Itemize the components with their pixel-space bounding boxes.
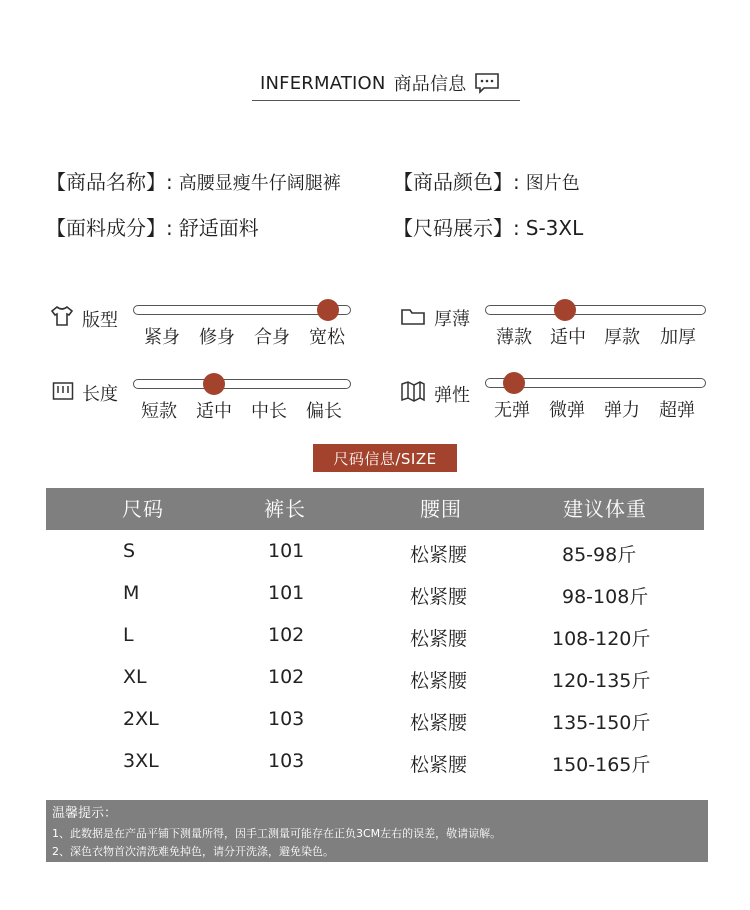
slider-thickness-track (485, 305, 706, 315)
notes-line-2: 2、深色衣物首次清洗难免掉色，请分开洗涤，避免染色。 (52, 845, 334, 858)
slider-elasticity-label: 弹性 (400, 380, 470, 407)
slider-elasticity-options: 无弹 微弹 弹力 超弹 (494, 400, 695, 421)
title-en: INFERMATION (260, 72, 386, 94)
table-row: M 101 松紧腰 98-108斤 (123, 582, 649, 608)
table-row: XL 102 松紧腰 120-135斤 (123, 666, 651, 692)
info-fabric: 【面料成分】: 舒适面料 (46, 216, 259, 240)
slider-length-track (133, 379, 351, 389)
shirt-icon (50, 305, 74, 332)
slider-length-options: 短款 适中 中长 偏长 (141, 401, 342, 422)
info-size-range: 【尺码展示】: S-3XL (393, 216, 584, 240)
table-row: 2XL 103 松紧腰 135-150斤 (123, 708, 651, 734)
slider-length-knob (203, 373, 225, 395)
table-row: L 102 松紧腰 108-120斤 (123, 624, 651, 650)
info-name: 【商品名称】: 高腰显瘦牛仔阔腿裤 (46, 170, 341, 194)
header-weight: 建议体重 (563, 497, 647, 521)
page-title (260, 70, 500, 96)
header-waist: 腰围 (420, 497, 462, 521)
slider-length-label: 长度 (52, 380, 118, 406)
slider-thickness-label: 厚薄 (400, 305, 470, 331)
table-row: 3XL 103 松紧腰 150-165斤 (123, 750, 651, 776)
slider-fit-knob (317, 299, 339, 321)
header-size: 尺码 (122, 497, 164, 521)
notes-box (46, 800, 708, 862)
folder-icon (400, 306, 426, 331)
size-section-banner: 尺码信息/SIZE (313, 444, 457, 472)
title-cn: 商品信息 (393, 74, 467, 95)
slider-thickness-options: 薄款 适中 厚款 加厚 (496, 327, 696, 348)
ruler-icon (52, 381, 74, 406)
header-length: 裤长 (264, 497, 306, 521)
notes-title: 温馨提示： (52, 806, 118, 821)
chat-bubble-icon (474, 72, 500, 94)
slider-elasticity-knob (503, 372, 525, 394)
header-divider (252, 100, 520, 101)
slider-fit-options: 紧身 修身 合身 宽松 (144, 327, 345, 348)
slider-thickness-knob (554, 299, 576, 321)
map-icon (400, 380, 426, 407)
notes-line-1: 1、此数据是在产品平铺下测量所得，因手工测量可能存在正负3CM左右的误差，敬请谅解。 (52, 827, 502, 840)
slider-fit-label: 版型 (50, 305, 118, 332)
info-color: 【商品颜色】: 图片色 (393, 170, 580, 194)
table-row: S 101 松紧腰 85-98斤 (123, 540, 637, 566)
size-table-header (46, 488, 704, 530)
